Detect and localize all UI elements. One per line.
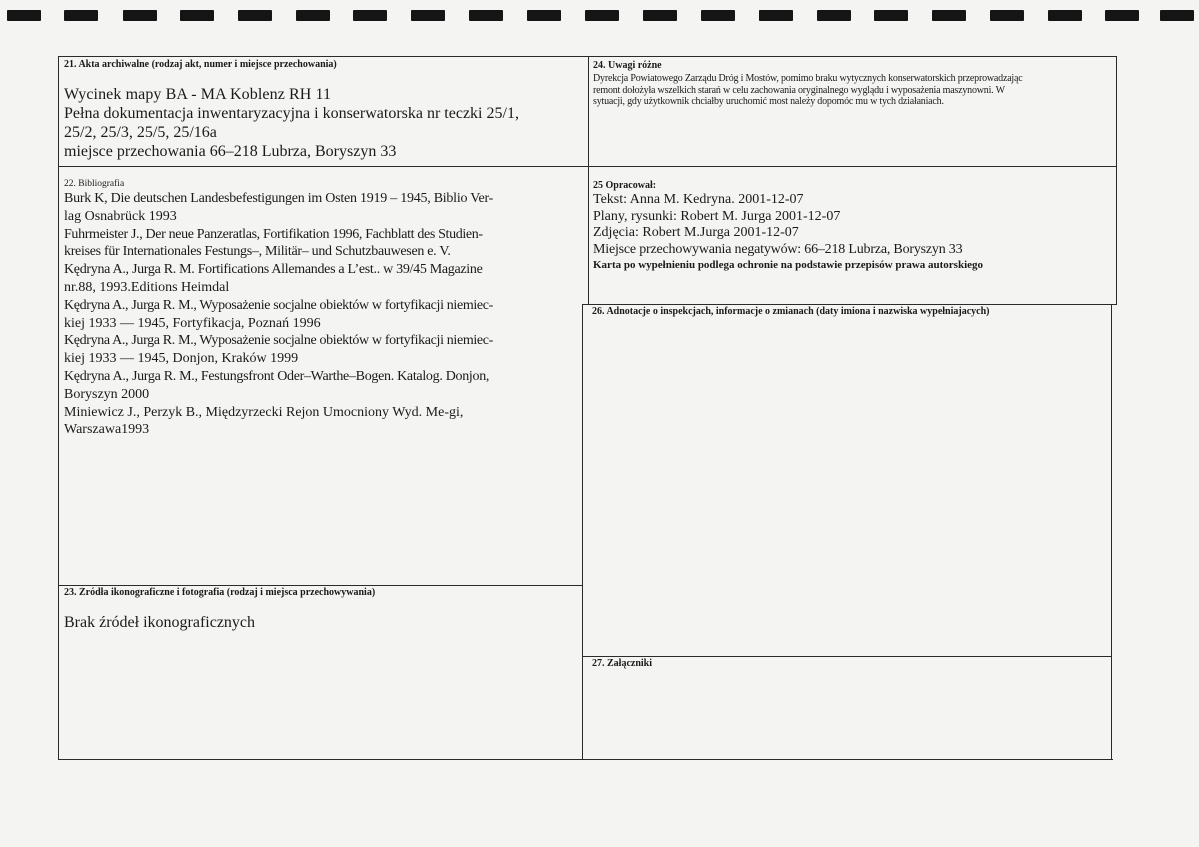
bibliography-line: kiej 1933 — 1945, Donjon, Kraków 1999 [64,351,299,367]
hline-26-27 [582,656,1112,657]
section-22-body [64,190,582,439]
section-25-prepared-by [593,180,1113,302]
section-27-header: 27. Załączniki [592,658,653,669]
section-23-line: Brak źródeł ikonograficznych [64,614,256,631]
punch-hole [817,10,851,21]
section-22-bibliography [64,178,582,583]
bibliography-line: Kędryna A., Jurga R. M., Festungsfront Oder–Warthe–Bogen. Katalog. Donjon, [64,368,490,384]
bibliography-line: nr.88, 1993.Editions Heimdal [64,279,230,295]
hline-21 [58,166,1117,167]
frame-right-upper [1116,56,1117,305]
hline-22-23 [58,585,583,586]
section-26-inspection-notes [592,306,1110,654]
bibliography-line: Warszawa1993 [64,422,150,438]
section-21-line: miejsce przechowania 66–218 Lubrza, Boryszyn 33 [64,143,397,160]
punch-hole [585,10,619,21]
bibliography-line: Boryszyn 2000 [64,386,150,402]
punch-hole [469,10,503,21]
punch-hole [527,10,561,21]
section-25-line: Zdjęcia: Robert M.Jurga 2001-12-07 [593,225,799,241]
punch-hole [7,10,41,21]
punch-hole [411,10,445,21]
punch-hole [1160,10,1194,21]
section-23-iconographic-sources [64,587,580,757]
section-25-body [593,192,1113,273]
punch-hole [932,10,966,21]
section-25-header: 25 Opracował: [593,180,657,191]
copyright-note: Karta po wypełnieniu podlega ochronie na podstawie przepisów prawa autorskiego [593,259,984,272]
bibliography-line: Fuhrmeister J., Der neue Panzeratlas, Fortifikation 1996, Fachblatt des Studien- [64,226,483,242]
punch-hole [1105,10,1139,21]
section-21-line: Wycinek mapy BA - MA Koblenz RH 11 [64,86,332,103]
punch-hole [643,10,677,21]
punch-hole [180,10,214,21]
punch-hole [759,10,793,21]
bibliography-line: Burk K, Die deutschen Landesbefestigungen im Osten 1919 – 1945, Biblio Ver- [64,191,494,206]
frame-right-lower [1111,305,1112,760]
section-25-line: Miejsce przechowywania negatywów: 66–218 Lubrza, Boryszyn 33 [593,241,963,257]
section-21-line: Pełna dokumentacja inwentaryzacyjna i konserwatorska nr teczki 25/1, [64,105,519,122]
bibliography-line: Kędryna A., Jurga R. M. Fortifications Allemandes a L’est.. w 39/45 Magazine [64,262,483,278]
section-21-header: 21. Akta archiwalne (rodzaj akt, numer i miejsce przechowania) [64,59,337,70]
section-24-line: Dyrekcja Powiatowego Zarządu Dróg i Mostów, pomimo braku wytycznych konserwatorskich przeprowadzając [593,73,1023,84]
punch-hole [123,10,157,21]
section-24-line: sytuacji, gdy użytkownik chciałby uruchomić most należy dopomóc mu w tych działaniach. [593,96,944,107]
section-23-header: 23. Źródła ikonograficzne i fotografia (rodzaj i miejsca przechowywania) [64,587,376,598]
binder-holes [0,10,1199,24]
section-27-attachments [592,658,1110,756]
divider-upper [588,56,589,305]
section-25-line: Tekst: Anna M. Kedryna. 2001-12-07 [593,192,804,207]
bibliography-line: lag Osnabrück 1993 [64,208,177,224]
punch-hole [64,10,98,21]
bibliography-line: Kędryna A., Jurga R. M., Wyposażenie socjalne obiektów w fortyfikacji niemiec- [64,297,493,313]
section-24-remarks [593,60,1115,164]
section-23-body [64,613,580,632]
hline-25-26 [582,304,1117,305]
section-25-line: Plany, rysunki: Robert M. Jurga 2001-12-07 [593,208,841,224]
frame-left [58,56,59,760]
section-24-line: remont dołożyła wszelkich starań w celu zachowania oryginalnego wyglądu i wyposażenia maszynowni. W [593,84,1005,96]
punch-hole [353,10,387,21]
punch-hole [990,10,1024,21]
punch-hole [238,10,272,21]
punch-hole [701,10,735,21]
section-21-archival-records [64,59,586,165]
section-22-header: 22. Bibliografia [64,179,125,189]
bibliography-line: Kędryna A., Jurga R. M., Wyposażenie socjalne obiektów w fortyfikacji niemiec- [64,333,493,349]
divider-lower [582,305,583,760]
bibliography-line: kreises für Internationales Festungs–, Militär– und Schutzbauwesen e. V. [64,244,451,260]
punch-hole [296,10,330,21]
section-26-header: 26. Adnotacje o inspekcjach, informacje o zmianach (daty imiona i nazwiska wypełniajacych) [592,306,990,317]
bibliography-line: Miniewicz J., Perzyk B., Międzyrzecki Rejon Umocniony Wyd. Me-gi, [64,404,464,420]
frame-bottom [58,759,1113,760]
bibliography-line: kiej 1933 — 1945, Fortyfikacja, Poznań 1996 [64,315,321,331]
section-21-line: 25/2, 25/3, 25/5, 25/16a [64,124,217,141]
section-21-body [64,85,586,161]
punch-hole [1048,10,1082,21]
punch-hole [874,10,908,21]
section-24-header: 24. Uwagi różne [593,60,662,71]
section-24-body [593,73,1115,108]
